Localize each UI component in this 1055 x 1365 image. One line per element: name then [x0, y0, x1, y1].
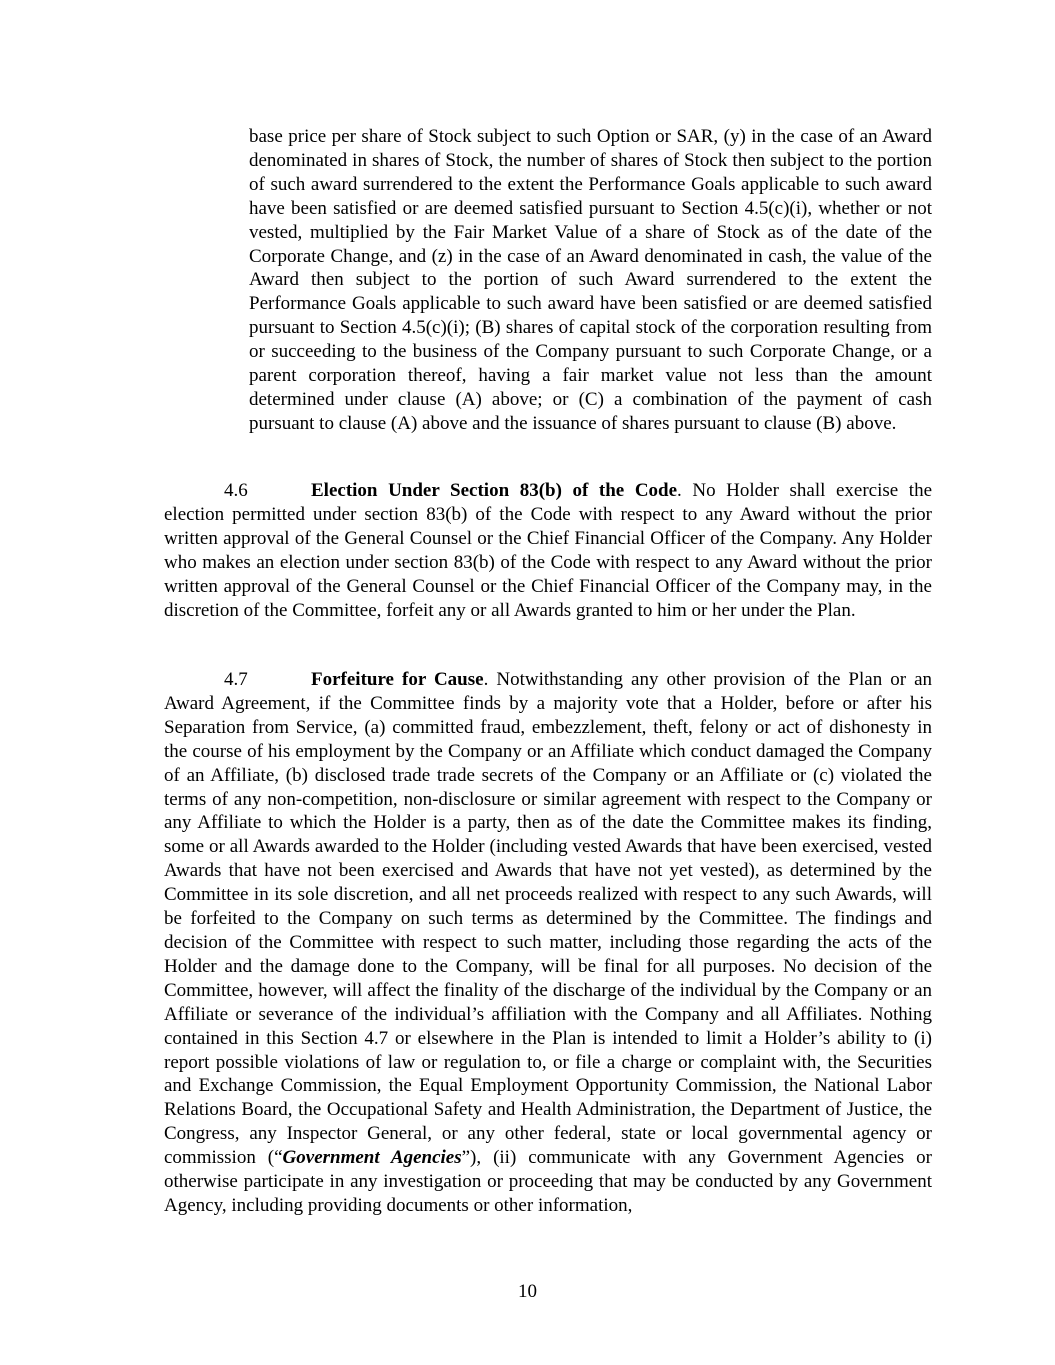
- section-number: 4.7: [224, 669, 248, 690]
- section-4-6: [164, 479, 932, 622]
- section-body: . No Holder shall exercise the election permitted under section 83(b) of the Code with respect to any Award without the prior written approval of the General Counsel or the Chief Financial Officer of the Company. Any Holder who makes an election under section 83(b) of the Code with respect to any Award without the prior written approval of the General Counsel or the Chief Financial Officer of the Company may, in the discretion of the Committee, forfeit any or all Awards granted to him or her under the Plan.: [164, 480, 932, 621]
- defined-term: Government Agencies: [282, 1147, 462, 1169]
- section-number: 4.6: [224, 480, 248, 501]
- section-body: . Notwithstanding any other provision of the Plan or an Award Agreement, if the Committee finds by a majority vote that a Holder, before or after his Separation from Service, (a) committed fraud, embezzlement, theft, felony or act of dishonesty in the course of his employment by the Company or an Affiliate which conduct damaged the Company of an Affiliate, (b) disclosed trade trade secrets of the Company or an Affiliate or (c) violated the terms of any non-competition, non-disclosure or similar agreement with respect to the Company or any Affiliate to which the Holder is a party, then as of the date the Committee makes its finding, some or all Awards awarded to the Holder (including vested Awards that have been exercised, vested Awards that have not been exercised and Awards that have not yet vested), as determined by the Committee in its sole discretion, and all net proceeds realized with respect to any such Awards, will be forfeited to the Company on such terms as determined by the Committee. The findings and decision of the Committee with respect to such matter, including those regarding the acts of the Holder and the damage done to the Company, will be final for all purposes. No decision of the Committee, however, will affect the finality of the discharge of the individual by the Company or an Affiliate or severance of the individual’s affiliation with the Company and all Affiliates. Nothing contained in this Section 4.7 or elsewhere in the Plan is intended to limit a Holder’s ability to (i) report possible violations of law or regulation to, or file a charge or complaint with, the Securities and Exchange Commission, the Equal Employment Opportunity Commission, the National Labor Relations Board, the Occupational Safety and Health Administration, the Department of Justice, the Congress, any Inspector General, or any other federal, state or local governmental agency or commission (“: [164, 669, 932, 1169]
- section-4-7: [164, 668, 932, 1218]
- page-number: 10: [518, 1281, 537, 1302]
- section-heading: Forfeiture for Cause: [311, 669, 484, 690]
- section-heading: Election Under Section 83(b) of the Code: [311, 480, 678, 501]
- continuation-paragraph: base price per share of Stock subject to such Option or SAR, (y) in the case of an Award denominated in shares of Stock, the number of shares of Stock then subject to the portion of such award surrendered to the extent the Performance Goals applicable to such award have been satisfied or are deemed satisfied pursuant to Section 4.5(c)(i), whether or not vested, multiplied by the Fair Market Value of a share of Stock as of the date of the Corporate Change, and (z) in the case of an Award denominated in cash, the value of the Award then subject to the portion of such Award surrendered to the extent the Performance Goals applicable to such award have been satisfied or are deemed satisfied pursuant to Section 4.5(c)(i); (B) shares of capital stock of the corporation resulting from or succeeding to the business of the Company pursuant to such Corporate Change, or a parent corporation thereof, having a fair market value not less than the amount determined under clause (A) above; or (C) a combination of the payment of cash pursuant to clause (A) above and the issuance of shares pursuant to clause (B) above.: [249, 126, 932, 434]
- section-body-continued: ”), (ii) communicate with any Government Agencies or otherwise participate in any investigation or proceeding that may be conducted by any Government Agency, including providing documents or other information,: [164, 1147, 932, 1216]
